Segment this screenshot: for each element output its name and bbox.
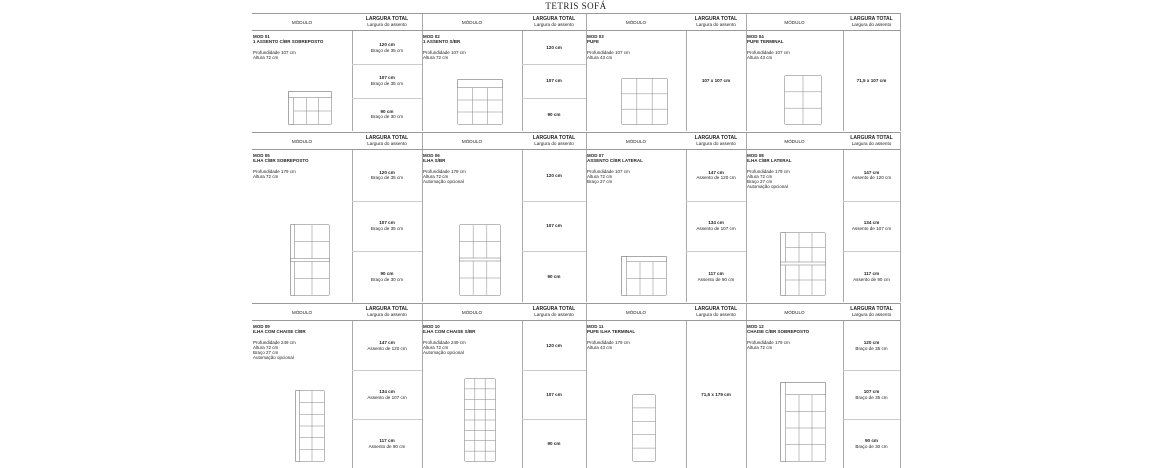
- width-option: [352, 201, 422, 252]
- width-total: 120 cm: [379, 42, 395, 48]
- cell-divider: [686, 201, 746, 202]
- width-total: 71,5 x 179 cm: [701, 391, 731, 397]
- header-largura-assento: Largura do assento: [696, 22, 736, 27]
- width-detail: Assento de 120 cm: [367, 345, 407, 351]
- width-option: [686, 31, 746, 131]
- module-spec: Altura 72 cm: [253, 54, 279, 60]
- module-name: MOD 12: [747, 324, 764, 329]
- module-info: [423, 324, 521, 355]
- header-modulo: MÓDULO: [586, 13, 686, 31]
- sofa-drawing-mod05: [290, 224, 330, 296]
- header-largura-assento: Largura do assento: [851, 141, 892, 146]
- width-detail: Assento de 107 cm: [851, 225, 892, 231]
- cell-divider: [843, 370, 900, 371]
- header-largura: [843, 13, 900, 31]
- module-block-mod02: [422, 13, 586, 131]
- header-largura-total: LARGURA TOTAL: [694, 15, 738, 22]
- module-info: [253, 34, 351, 60]
- header-modulo: MÓDULO: [586, 303, 686, 321]
- cell-divider: [522, 64, 586, 65]
- module-spec: Altura 72 cm: [423, 173, 449, 179]
- width-option: [843, 150, 900, 201]
- module-desc: ILHA COM CHAISE S/BR: [423, 329, 476, 335]
- module-spec: Profundidade 249 cm: [423, 339, 466, 345]
- module-name: MOD 03: [587, 34, 604, 39]
- width-total: 90 cm: [547, 440, 561, 446]
- sofa-drawing-mod06: [459, 224, 501, 296]
- module-spec: Braço 27 cm: [747, 179, 773, 185]
- width-total: 107 cm: [546, 391, 562, 397]
- header-modulo: MÓDULO: [422, 132, 522, 150]
- cell-divider: [843, 201, 900, 202]
- module-spec: Automação opcional: [423, 179, 464, 185]
- width-total: 90 cm: [547, 273, 561, 279]
- width-option: [686, 201, 746, 252]
- module-block-mod06: [422, 132, 586, 302]
- width-option: [352, 370, 422, 419]
- width-total: 107 cm: [863, 388, 880, 394]
- width-option: [522, 251, 586, 302]
- module-info: [253, 153, 351, 179]
- width-option: [352, 251, 422, 302]
- header-modulo: MÓDULO: [252, 303, 352, 321]
- width-total: 147 cm: [708, 169, 724, 175]
- module-desc: ASSENTO C/BR LATERAL: [587, 158, 643, 164]
- module-block-mod04: [746, 13, 900, 131]
- module-block-mod01: [252, 13, 422, 131]
- module-block-mod03: [586, 13, 746, 131]
- module-name: MOD 09: [253, 324, 270, 329]
- width-total: 120 cm: [379, 169, 395, 175]
- module-spec: Altura 72 cm: [587, 173, 613, 179]
- width-total: 147 cm: [863, 169, 880, 175]
- cell-divider: [352, 98, 422, 99]
- header-largura-assento: Largura do assento: [696, 312, 736, 317]
- module-block-mod11: [586, 303, 746, 468]
- width-detail: Braço de 35 cm: [370, 225, 404, 231]
- width-total: 117 cm: [708, 271, 724, 277]
- header-largura-assento: Largura do assento: [367, 312, 407, 317]
- module-spec: Altura 72 cm: [423, 54, 449, 60]
- width-option: [352, 31, 422, 64]
- module-info: [587, 153, 685, 184]
- width-detail: Braço de 30 cm: [370, 276, 404, 282]
- width-option: [522, 64, 586, 97]
- module-name: MOD 02: [423, 34, 440, 39]
- module-spec: Profundidade 179 cm: [253, 168, 296, 174]
- width-detail: Braço de 35 cm: [855, 345, 888, 351]
- width-total: 90 cm: [864, 437, 879, 443]
- width-option: [843, 370, 900, 419]
- width-total: 120 cm: [863, 339, 880, 345]
- width-total: 117 cm: [379, 437, 395, 443]
- width-option: [843, 201, 900, 252]
- module-desc: PUFE ILHA TERMINAL: [587, 329, 636, 335]
- width-total: 107 x 107 cm: [701, 78, 731, 84]
- sofa-drawing-mod04: [784, 75, 822, 125]
- header-largura-assento: Largura do assento: [367, 141, 407, 146]
- cell-divider: [522, 201, 586, 202]
- width-option: [522, 201, 586, 252]
- header-largura: [352, 13, 422, 31]
- header-largura-assento: Largura do assento: [851, 22, 892, 27]
- header-modulo: MÓDULO: [422, 13, 522, 31]
- module-spec: Profundidade 249 cm: [253, 339, 296, 345]
- width-option: [522, 31, 586, 64]
- module-spec: Altura 72 cm: [747, 173, 773, 179]
- header-largura-assento: Largura do assento: [367, 22, 407, 27]
- width-total: 134 cm: [379, 388, 395, 394]
- cell-divider: [352, 64, 422, 65]
- module-spec: Profundidade 107 cm: [587, 168, 630, 174]
- module-spec: Altura 72 cm: [253, 173, 279, 179]
- width-option: [352, 64, 422, 97]
- header-largura-total: LARGURA TOTAL: [694, 305, 738, 312]
- module-name: MOD 08: [747, 153, 764, 158]
- column-divider: [900, 303, 901, 468]
- module-info: [747, 153, 842, 190]
- header-largura: [686, 303, 746, 321]
- header-modulo: MÓDULO: [746, 132, 843, 150]
- sofa-drawing-mod11: [632, 394, 656, 462]
- module-name: MOD 01: [253, 34, 270, 39]
- header-largura-total: LARGURA TOTAL: [532, 134, 576, 141]
- width-total: 71,5 x 107 cm: [856, 78, 887, 84]
- module-desc: CHAISE C/BR SOBREPOSTO: [747, 329, 810, 335]
- header-largura-assento: Largura do assento: [534, 22, 574, 27]
- header-largura-total: LARGURA TOTAL: [694, 134, 738, 141]
- header-largura-total: LARGURA TOTAL: [365, 305, 409, 312]
- header-modulo: MÓDULO: [252, 13, 352, 31]
- sofa-drawing-mod07: [621, 256, 667, 296]
- cell-divider: [352, 370, 422, 371]
- sofa-drawing-mod02: [457, 79, 503, 125]
- module-name: MOD 11: [587, 324, 604, 329]
- module-spec: Braço 27 cm: [587, 179, 613, 185]
- header-largura-total: LARGURA TOTAL: [365, 15, 409, 22]
- cell-divider: [522, 419, 586, 420]
- header-largura-total: LARGURA TOTAL: [532, 305, 576, 312]
- module-spec: Automação opcional: [747, 184, 788, 190]
- module-info: [423, 34, 521, 60]
- sofa-drawing-mod08: [780, 232, 826, 296]
- width-option: [352, 321, 422, 370]
- module-spec: Altura 43 cm: [587, 54, 613, 60]
- module-block-mod09: [252, 303, 422, 468]
- width-detail: Braço de 35 cm: [370, 47, 404, 53]
- width-detail: Braço de 35 cm: [370, 175, 404, 181]
- width-total: 147 cm: [379, 339, 395, 345]
- header-modulo: MÓDULO: [252, 132, 352, 150]
- width-option: [843, 31, 900, 131]
- cell-divider: [843, 419, 900, 420]
- module-desc: ILHA COM CHAISE C/BR: [253, 329, 306, 335]
- module-block-mod10: [422, 303, 586, 468]
- sofa-drawing-mod09: [295, 390, 325, 462]
- width-option: [843, 419, 900, 468]
- module-spec: Braço 27 cm: [253, 350, 279, 356]
- header-largura-total: LARGURA TOTAL: [850, 134, 893, 141]
- width-total: 90 cm: [380, 271, 394, 277]
- width-total: 117 cm: [863, 271, 880, 277]
- header-largura: [522, 13, 586, 31]
- header-modulo: MÓDULO: [746, 303, 843, 321]
- cell-divider: [843, 251, 900, 252]
- module-info: [587, 324, 685, 350]
- header-largura-total: LARGURA TOTAL: [850, 305, 893, 312]
- module-spec: Automação opcional: [253, 355, 294, 361]
- cell-divider: [522, 370, 586, 371]
- module-spec: Profundidade 179 cm: [587, 339, 630, 345]
- header-largura-assento: Largura do assento: [851, 312, 892, 317]
- width-option: [522, 370, 586, 419]
- width-detail: Assento de 90 cm: [697, 276, 735, 282]
- header-largura-assento: Largura do assento: [534, 312, 574, 317]
- width-option: [686, 251, 746, 302]
- module-desc: 1 ASSENTO S/BR: [423, 39, 461, 45]
- width-detail: Braço de 30 cm: [855, 443, 888, 449]
- width-detail: Assento de 90 cm: [368, 443, 406, 449]
- width-option: [522, 419, 586, 468]
- width-total: 107 cm: [546, 223, 562, 229]
- width-detail: Braço de 35 cm: [370, 80, 404, 86]
- width-option: [843, 321, 900, 370]
- module-spec: Profundidade 107 cm: [423, 49, 466, 55]
- module-spec: Profundidade 107 cm: [587, 49, 630, 55]
- width-detail: Assento de 107 cm: [696, 225, 736, 231]
- width-total: 107 cm: [546, 78, 562, 84]
- width-total: 134 cm: [863, 220, 880, 226]
- width-option: [522, 150, 586, 201]
- width-total: 90 cm: [380, 108, 394, 114]
- width-total: 107 cm: [379, 220, 395, 226]
- width-option: [352, 98, 422, 131]
- width-detail: Assento de 107 cm: [367, 394, 407, 400]
- width-option: [843, 251, 900, 302]
- module-spec: Altura 72 cm: [253, 344, 279, 350]
- header-modulo: MÓDULO: [586, 132, 686, 150]
- header-largura-assento: Largura do assento: [696, 141, 736, 146]
- header-largura: [686, 132, 746, 150]
- module-desc: 1 ASSENTO C/BR SOBREPOSTO: [253, 39, 324, 45]
- module-spec: Altura 43 cm: [587, 344, 613, 350]
- module-spec: Profundidade 179 cm: [423, 168, 466, 174]
- header-largura-total: LARGURA TOTAL: [532, 15, 576, 22]
- width-option: [522, 321, 586, 370]
- sofa-drawing-mod12: [780, 382, 826, 462]
- width-total: 134 cm: [708, 220, 724, 226]
- module-spec: Altura 72 cm: [423, 344, 449, 350]
- module-table: [252, 13, 900, 468]
- width-total: 120 cm: [546, 342, 562, 348]
- header-modulo: MÓDULO: [746, 13, 843, 31]
- module-spec: Altura 72 cm: [747, 344, 773, 350]
- width-total: 90 cm: [547, 111, 561, 117]
- module-block-mod07: [586, 132, 746, 302]
- module-desc: ILHA C/BR LATERAL: [747, 158, 792, 164]
- module-info: [747, 34, 842, 60]
- header-largura: [352, 132, 422, 150]
- module-spec: Profundidade 179 cm: [747, 339, 790, 345]
- width-option: [352, 150, 422, 201]
- module-desc: ILHA C/BR SOBREPOSTO: [253, 158, 309, 164]
- width-total: 120 cm: [546, 172, 562, 178]
- module-spec: Profundidade 107 cm: [747, 49, 790, 55]
- header-largura: [522, 303, 586, 321]
- header-largura: [843, 303, 900, 321]
- module-info: [423, 153, 521, 184]
- cell-divider: [352, 419, 422, 420]
- width-detail: Assento de 90 cm: [853, 276, 890, 282]
- width-option: [352, 419, 422, 468]
- cell-divider: [686, 251, 746, 252]
- module-spec: Profundidade 179 cm: [747, 168, 790, 174]
- module-desc: ILHA S/BR: [423, 158, 446, 164]
- width-option: [686, 150, 746, 201]
- module-spec: Automação opcional: [423, 350, 464, 356]
- sofa-drawing-mod03: [621, 78, 668, 125]
- module-spec: Profundidade 107 cm: [253, 49, 296, 55]
- module-name: MOD 04: [747, 34, 764, 39]
- module-block-mod08: [746, 132, 900, 302]
- cell-divider: [522, 251, 586, 252]
- cell-divider: [522, 98, 586, 99]
- page-title: TETRIS SOFÁ: [545, 1, 607, 11]
- module-info: [747, 324, 842, 350]
- width-total: 120 cm: [546, 44, 562, 50]
- cell-divider: [352, 251, 422, 252]
- sofa-drawing-mod10: [464, 378, 496, 462]
- module-info: [587, 34, 685, 60]
- header-largura: [686, 13, 746, 31]
- sofa-drawing-mod01: [288, 91, 332, 125]
- module-name: MOD 07: [587, 153, 604, 158]
- module-spec: Altura 43 cm: [747, 54, 773, 60]
- header-largura: [522, 132, 586, 150]
- header-modulo: MÓDULO: [422, 303, 522, 321]
- module-block-mod05: [252, 132, 422, 302]
- width-option: [522, 98, 586, 131]
- column-divider: [900, 132, 901, 302]
- width-detail: Assento de 120 cm: [696, 175, 736, 181]
- module-info: [253, 324, 351, 361]
- width-detail: Braço de 30 cm: [370, 114, 404, 120]
- module-name: MOD 06: [423, 153, 440, 158]
- header-largura-assento: Largura do assento: [534, 141, 574, 146]
- module-block-mod12: [746, 303, 900, 468]
- module-name: MOD 05: [253, 153, 270, 158]
- module-desc: PUFE TERMINAL: [747, 39, 784, 45]
- width-detail: Assento de 120 cm: [851, 175, 892, 181]
- module-name: MOD 10: [423, 324, 440, 329]
- header-largura-total: LARGURA TOTAL: [365, 134, 409, 141]
- width-total: 107 cm: [379, 75, 395, 81]
- width-detail: Braço de 35 cm: [855, 394, 888, 400]
- header-largura: [843, 132, 900, 150]
- column-divider: [900, 13, 901, 131]
- width-option: [686, 321, 746, 468]
- header-largura: [352, 303, 422, 321]
- header-largura-total: LARGURA TOTAL: [850, 15, 893, 22]
- cell-divider: [352, 201, 422, 202]
- module-desc: PUFE: [587, 39, 600, 45]
